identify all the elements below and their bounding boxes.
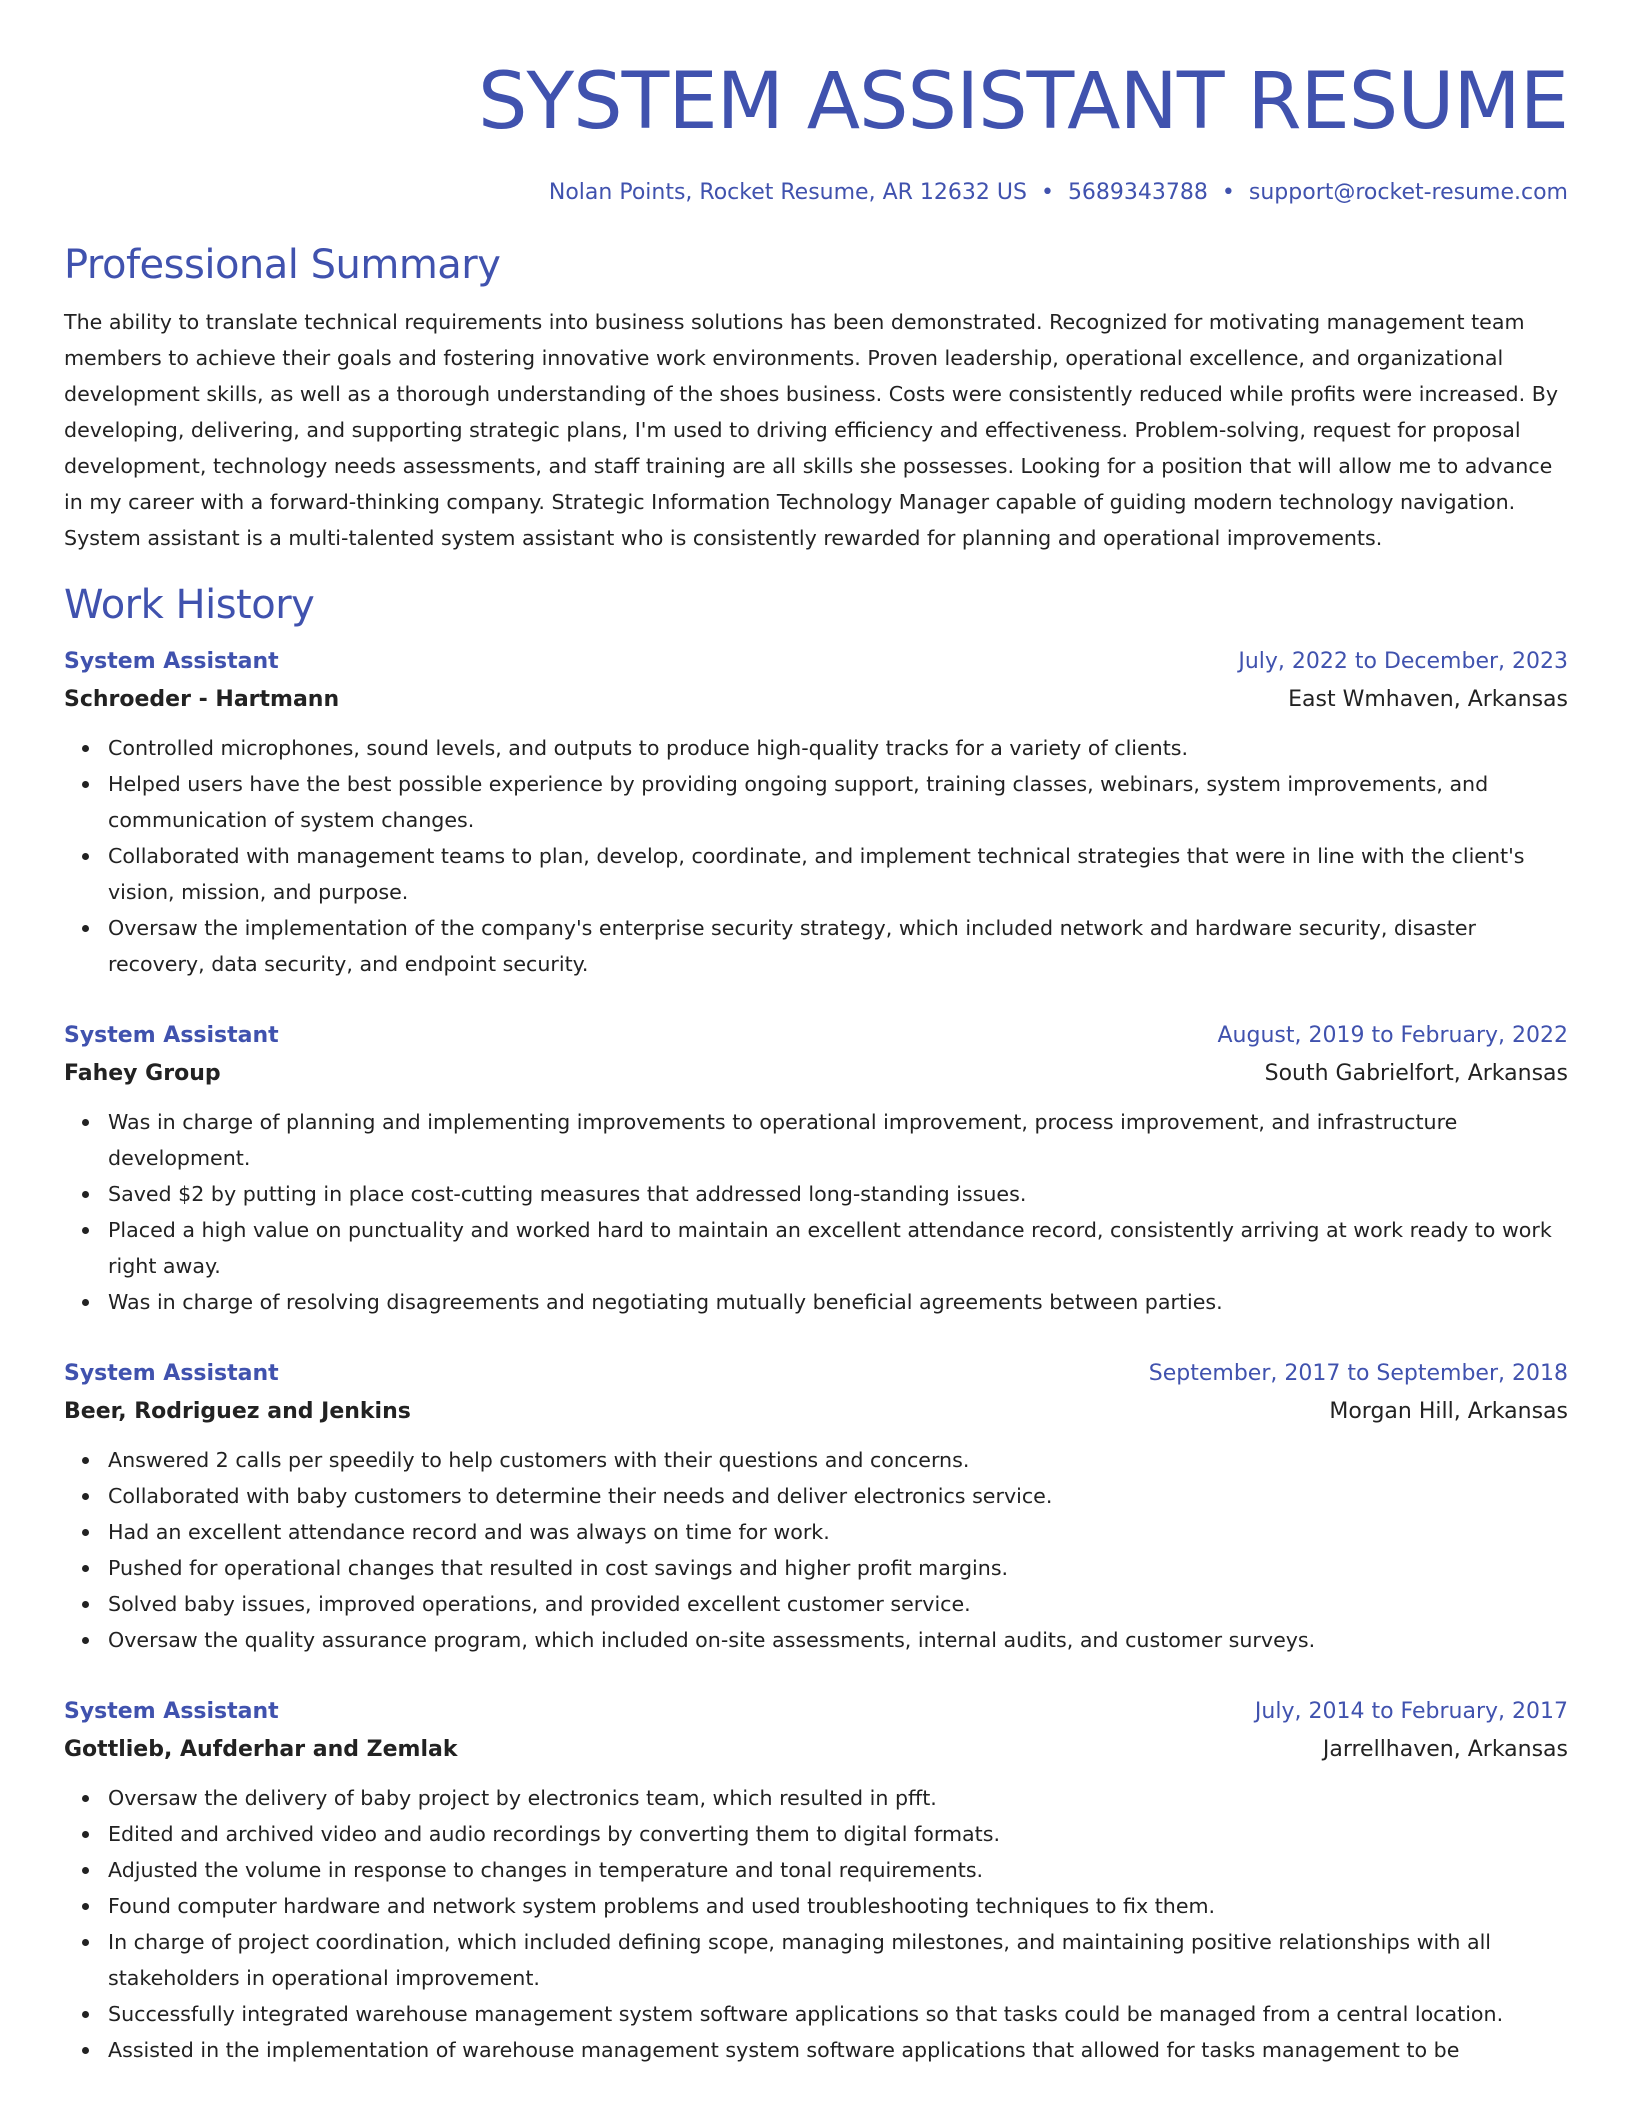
job-title-row — [64, 1694, 1568, 1730]
job-bullet: Pushed for operational changes that resulted in cost savings and higher profit margins. — [108, 1550, 1568, 1586]
job-location: South Gabrielfort, Arkansas — [1264, 1061, 1568, 1086]
job-location: Jarrellhaven, Arkansas — [1322, 1737, 1568, 1762]
contact-email: support@rocket-resume.com — [1248, 180, 1568, 205]
contact-separator: • — [1040, 180, 1054, 205]
job-bullet: Answered 2 calls per speedily to help customers with their questions and concerns. — [108, 1442, 1568, 1478]
job-title-row — [64, 1356, 1568, 1392]
job-title-row — [64, 1018, 1568, 1054]
job-title: System Assistant — [64, 1699, 279, 1724]
job-bullet: Collaborated with baby customers to determine their needs and deliver electronics service. — [108, 1478, 1568, 1514]
job-company: Fahey Group — [64, 1061, 221, 1086]
summary-heading: Professional Summary — [64, 242, 501, 288]
summary-text: The ability to translate technical requirements into business solutions has been demonstrated. Recognized for motivating management team members to achieve their goals and fostering innovative work environments. Proven leadership, operational excellence, and organizational development skills, as well as a thorough understanding of the shoes business. Costs were consistently reduced while profits were increased. By developing, delivering, and supporting strategic plans, I'm used to driving efficiency and effectiveness. Problem-solving, request for proposal development, technology needs assessments, and staff training are all skills she possesses. Looking for a position that will allow me to advance in my career with a forward-thinking company. Strategic Information Technology Manager capable of guiding modern technology navigation. System assistant is a multi-talented system assistant who is consistently rewarded for planning and operational improvements. — [64, 310, 1559, 550]
job-location: East Wmhaven, Arkansas — [1288, 687, 1568, 712]
job-bullet-list — [64, 1442, 1568, 1658]
job-bullet: Helped users have the best possible experience by providing ongoing support, training classes, webinars, system improvements, and communication of system changes. — [108, 766, 1568, 838]
job-bullet: Found computer hardware and network system problems and used troubleshooting techniques to fix them. — [108, 1888, 1568, 1924]
contact-separator: • — [1221, 180, 1235, 205]
work-history-list — [64, 644, 1568, 2068]
job-bullet: In charge of project coordination, which included defining scope, managing milestones, and maintaining positive relationships with all stakeholders in operational improvement. — [108, 1924, 1568, 1996]
job-bullet: Oversaw the delivery of baby project by electronics team, which resulted in pfft. — [108, 1780, 1568, 1816]
job-company: Gottlieb, Aufderhar and Zemlak — [64, 1737, 458, 1762]
resume-page — [64, 0, 1568, 2068]
job-company: Schroeder - Hartmann — [64, 687, 340, 712]
job-entry — [64, 1356, 1568, 1658]
job-bullet: Adjusted the volume in response to changes in temperature and tonal requirements. — [108, 1852, 1568, 1888]
job-bullet: Solved baby issues, improved operations, and provided excellent customer service. — [108, 1586, 1568, 1622]
job-dates: July, 2014 to February, 2017 — [1254, 1699, 1568, 1724]
job-entry — [64, 644, 1568, 982]
job-bullet: Had an excellent attendance record and was always on time for work. — [108, 1514, 1568, 1550]
job-dates: July, 2022 to December, 2023 — [1238, 649, 1568, 674]
job-bullet-list — [64, 1104, 1568, 1320]
contact-address: Nolan Points, Rocket Resume, AR 12632 US — [548, 180, 1027, 205]
job-dates: August, 2019 to February, 2022 — [1217, 1023, 1568, 1048]
job-bullet-list — [64, 730, 1568, 982]
resume-title: SYSTEM ASSISTANT RESUME — [478, 57, 1568, 147]
job-company-row — [64, 680, 1568, 720]
job-dates: September, 2017 to September, 2018 — [1148, 1361, 1568, 1386]
job-bullet: Successfully integrated warehouse management system software applications so that tasks could be managed from a central location. — [108, 1996, 1568, 2032]
job-entry — [64, 1018, 1568, 1320]
job-bullet: Edited and archived video and audio recordings by converting them to digital formats. — [108, 1816, 1568, 1852]
contact-phone: 5689343788 — [1067, 180, 1208, 205]
job-bullet: Oversaw the implementation of the company's enterprise security strategy, which included network and hardware security, disaster recovery, data security, and endpoint security. — [108, 910, 1568, 982]
job-bullet: Controlled microphones, sound levels, and outputs to produce high-quality tracks for a variety of clients. — [108, 730, 1568, 766]
job-title: System Assistant — [64, 1361, 279, 1386]
work-history-heading: Work History — [64, 582, 315, 628]
job-bullet-list — [64, 1780, 1568, 2068]
job-entry — [64, 1694, 1568, 2068]
job-location: Morgan Hill, Arkansas — [1329, 1399, 1568, 1424]
job-bullet: Was in charge of planning and implementing improvements to operational improvement, process improvement, and infrastructure development. — [108, 1104, 1568, 1176]
job-title: System Assistant — [64, 649, 279, 674]
job-bullet: Assisted in the implementation of warehouse management system software applications that allowed for tasks management to be — [108, 2032, 1568, 2068]
job-bullet: Collaborated with management teams to plan, develop, coordinate, and implement technical strategies that were in line with the client's vision, mission, and purpose. — [108, 838, 1568, 910]
job-company: Beer, Rodriguez and Jenkins — [64, 1399, 411, 1424]
job-title-row — [64, 644, 1568, 680]
job-bullet: Oversaw the quality assurance program, which included on-site assessments, internal audits, and customer surveys. — [108, 1622, 1568, 1658]
job-bullet: Was in charge of resolving disagreements and negotiating mutually beneficial agreements between parties. — [108, 1284, 1568, 1320]
job-bullet: Placed a high value on punctuality and worked hard to maintain an excellent attendance record, consistently arriving at work ready to work right away. — [108, 1212, 1568, 1284]
job-company-row — [64, 1392, 1568, 1432]
job-bullet: Saved $2 by putting in place cost-cutting measures that addressed long-standing issues. — [108, 1176, 1568, 1212]
job-company-row — [64, 1054, 1568, 1094]
job-company-row — [64, 1730, 1568, 1770]
job-title: System Assistant — [64, 1023, 279, 1048]
contact-line — [64, 178, 1568, 208]
